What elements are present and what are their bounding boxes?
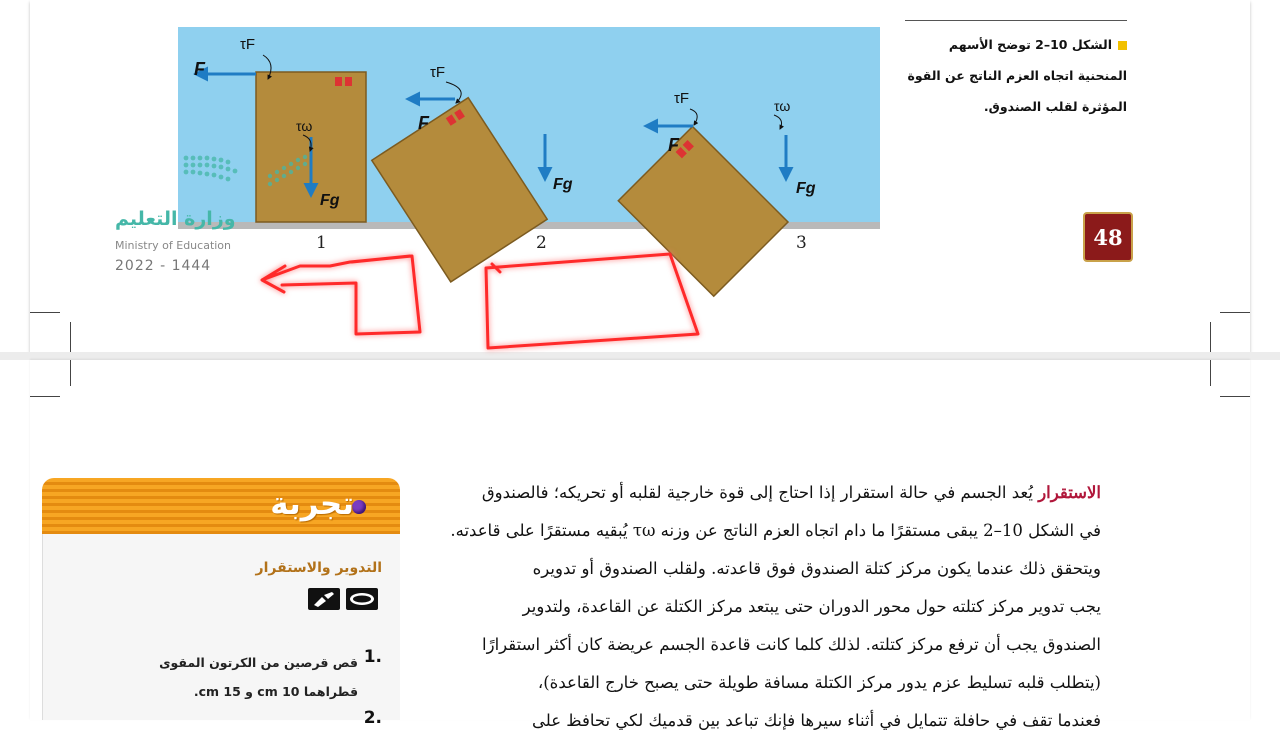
ministry-year: 2022 - 1444 (115, 258, 212, 274)
label-fg-1: Fg (320, 192, 340, 209)
body-line-5: الصندوق يجب أن ترفع مركز كتلته. لذلك كلما كانت قاعدة الجسم عريضة كان أكثر استقرارًا (482, 635, 1101, 654)
panel-number-1: 1 (316, 233, 327, 253)
crop-mark (30, 396, 60, 397)
safety-goggles-icon (346, 588, 378, 610)
label-tauf-2: τF (430, 64, 446, 81)
body-line-7: فعندما تقف في حافلة تتمايل في أثناء سيرها فإنك تباعد بين قدميك لكي تحافظ على (531, 711, 1101, 730)
figure-caption (905, 20, 1127, 122)
step-1-text: قص قرصين من الكرتون المقوى قطراهما 10 cm و 15 cm. (159, 655, 358, 699)
body-line-1: الاستقرار يُعد الجسم في حالة استقرار إذا احتاج إلى قوة خارجية لقلبه أو تحريكه؛ فالصندوق (481, 483, 1101, 502)
figure-box-stability (178, 27, 880, 229)
label-tauf-3: τF (674, 90, 690, 107)
page-number: 48 (1083, 212, 1133, 262)
crop-mark (70, 322, 71, 352)
crop-mark (70, 360, 71, 386)
crop-mark (1210, 360, 1211, 386)
caption-line-3: المؤثرة لقلب الصندوق. (983, 99, 1127, 114)
experiment-subtitle: التدوير والاستقرار (255, 560, 382, 576)
ministry-name-english: Ministry of Education (115, 239, 232, 252)
label-tauf-1: τF (240, 36, 256, 53)
label-f-3: F (668, 135, 679, 155)
caption-bullet-icon (1118, 41, 1127, 50)
experiment-title: تجربة (270, 486, 354, 522)
crop-mark (30, 312, 60, 313)
body-line-6: (يتطلب قلبه تسليط عزم يدور مركز الكتلة مسافة طويلة حتى يصبح خارج القاعدة)، (537, 673, 1101, 692)
caption-line-2: المنحنية اتجاه العزم الناتج عن القوة (907, 68, 1127, 83)
panel-number-2: 2 (536, 233, 547, 253)
label-tauw-1: τω (296, 118, 313, 134)
body-line-4: يجب تدوير مركز كتلته حول محور الدوران حتى يبتعد مركز الكتلة عن القاعدة، ولتدوير (522, 597, 1101, 616)
crop-mark (1220, 312, 1250, 313)
label-f-1: F (194, 59, 205, 79)
bullet-dot-icon (352, 500, 366, 514)
experiment-box (42, 534, 400, 728)
sharp-object-icon (308, 588, 340, 610)
ministry-logo (180, 148, 330, 198)
crop-mark (1210, 322, 1211, 352)
panel-number-3: 3 (796, 233, 807, 253)
ministry-name-arabic: وزارة التعليم (115, 208, 236, 230)
body-line-2: في الشكل 10–2 يبقى مستقرًا ما دام اتجاه العزم الناتج عن وزنه τω يُبقيه مستقرًا على قاعدته. (450, 521, 1101, 540)
label-fg-2: Fg (553, 176, 573, 193)
caption-line-1: الشكل 10–2 توضح الأسهم (905, 29, 1127, 60)
step-2-number: 2. (363, 708, 382, 728)
body-paragraph (425, 474, 1101, 740)
page-gap (0, 352, 1280, 360)
label-fg-3: Fg (796, 180, 816, 197)
experiment-banner (42, 478, 400, 534)
body-line-3: ويتحقق ذلك عندما يكون مركز كتلة الصندوق فوق قاعدته. ولقلب الصندوق أو تدويره (532, 559, 1101, 578)
label-f-2: F (418, 113, 429, 133)
keyword-stability: الاستقرار (1038, 483, 1101, 502)
label-tauw-3: τω (774, 98, 791, 114)
step-1-number: 1. (363, 647, 382, 667)
crop-mark (1220, 396, 1250, 397)
